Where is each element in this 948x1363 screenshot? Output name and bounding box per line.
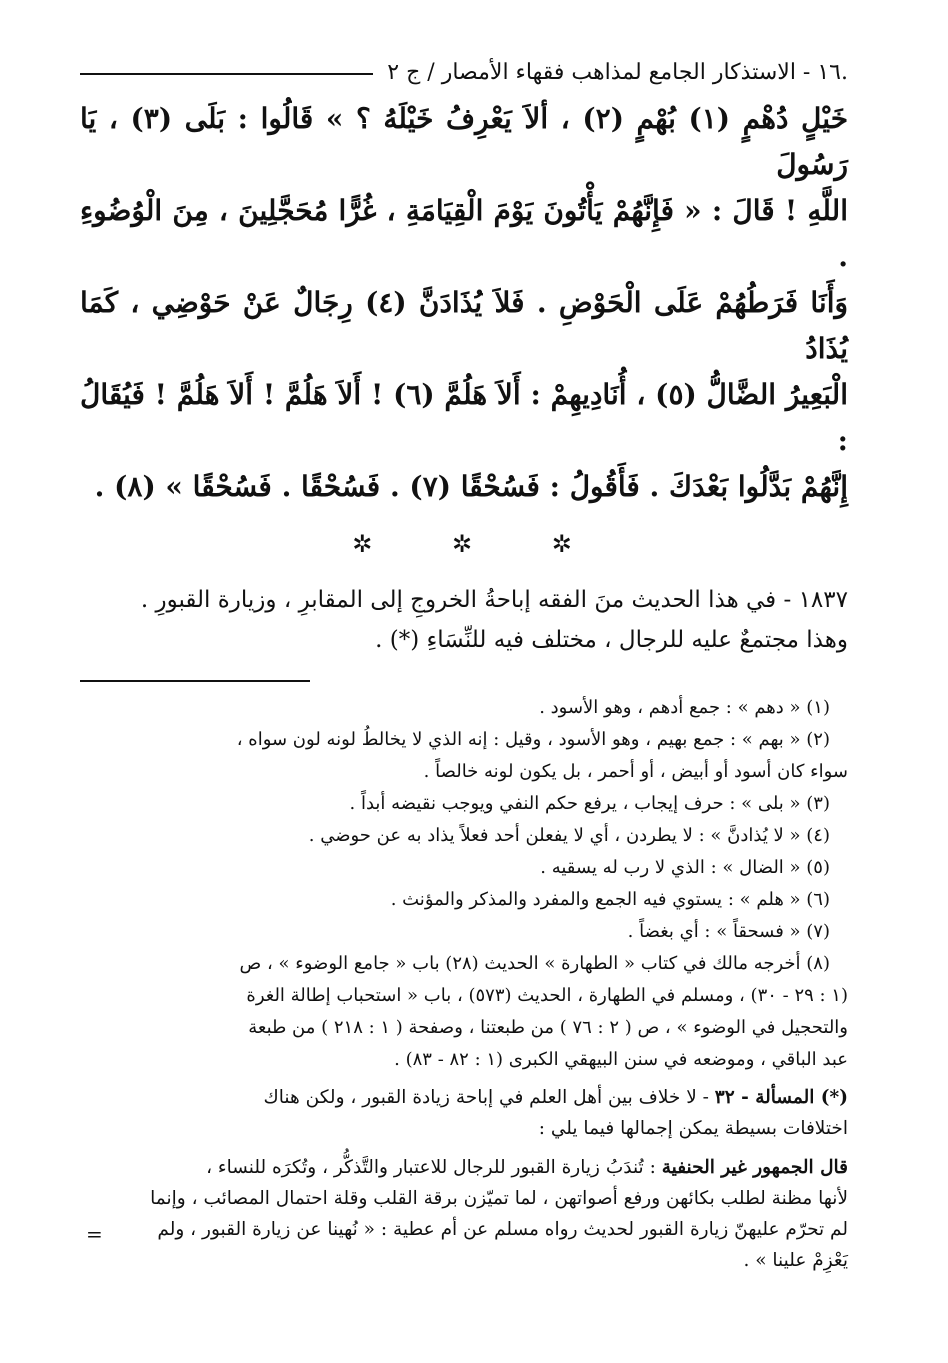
footnote-8-line: عبد الباقي ، وموضعه في سنن البيهقي الكبرى (١ : ٨٢ - ٨٣) . (394, 1049, 848, 1070)
header-rule (80, 73, 373, 75)
school-heading: قال الجمهور غير الحنفية (661, 1157, 848, 1178)
hadith-line: اللَّهِ ! قَالَ : « فَإِنَّهُمْ يَأْتُونَ يَوْمَ الْقِيَامَةِ ، غُرًّا مُحَجَّلِينَ ، مِنَ الْوُضُوءِ . (80, 194, 848, 273)
footnote-8-line: والتحجيل في الوضوء » ، ص ( ٢ : ٧٦ ) من طبعتنا ، وصفحة ( ١ : ٢١٨ ) من طبعة (248, 1017, 848, 1038)
commentary-paragraph (80, 580, 848, 660)
footnote: (١) « دهم » : جمع أدهم ، وهو الأسود . (539, 697, 830, 718)
star-separator (80, 530, 848, 558)
hadith-line: خَيْلٍ دُهْمٍ (١) بُهْمٍ (٢) ، ألاَ يَعْرِفُ خَيْلَهُ ؟ » قَالُوا : بَلَى (٣) ، يَا رَسُولَ (80, 102, 849, 181)
issue-line (80, 1152, 848, 1183)
star-ornament-icon: ✲ (451, 530, 477, 558)
footnote: (٣) « بلى » : حرف إيجاب ، يرفع حكم النفي ويوجب نقيضه أبداً . (349, 793, 830, 814)
footnote-8: (٨) أخرجه مالك في كتاب « الطهارة » الحديث (٢٨) باب « جامع الوضوء » ، ص (239, 953, 830, 974)
commentary-line: وهذا مجتمعٌ عليه للرجال ، مختلف فيه للنِّسَاءِ (*) . (375, 627, 848, 653)
issue-line: يَعْزِمْ علينا » . (743, 1250, 848, 1271)
footnote: (٢) « بهم » : جمع بهيم ، وهو الأسود ، وقيل : إنه الذي لا يخالطُ لونه لون سواه ، (236, 729, 830, 750)
running-header (80, 52, 848, 92)
footnote: (٧) « فسحقاً » : أي بغضاً . (627, 921, 830, 942)
running-title: .١٦ - الاستذكار الجامع لمذاهب فقهاء الأمصار / ج ٢ (387, 59, 848, 85)
continuation-mark: = (86, 1222, 103, 1246)
footnote-8-line: (١ : ٢٩ - ٣٠) ، ومسلم في الطهارة ، الحديث (٥٧٣) ، باب « استحباب إطالة الغرة (246, 985, 848, 1006)
hadith-line: الْبَعِيرُ الضَّالُّ (٥) ، أُنَادِيهِمْ : أَلاَ هَلُمَّ (٦) ! أَلاَ هَلُمَّ ! أَلاَ هَلُمَّ ! فَيُقَالُ : (80, 378, 848, 457)
star-ornament-icon: ✲ (551, 530, 576, 558)
hadith-line: إِنَّهُمْ بَدَّلُوا بَعْدَكَ . فَأَقُولُ : فَسُحْقًا (٧) . فَسُحْقًا . فَسُحْقًا » (٨) . (94, 470, 848, 503)
issue-text: : تُندَبُ زيارة القبور للرجال للاعتبار والتَّذكُّر ، وتُكرَه للنساء ، (206, 1157, 662, 1178)
commentary-line: ١٨٣٧ - في هذا الحديث منَ الفقه إباحةُ الخروجِ إلى المقابرِ ، وزيارة القبورِ . (140, 587, 848, 613)
star-ornament-icon: ✲ (352, 530, 377, 558)
issue-heading: (*) المسألة - ٣٢ (714, 1087, 848, 1108)
issue-note (80, 1082, 848, 1276)
issue-line: اختلافات بسيطة يمكن إجمالها فيما يلي : (538, 1118, 848, 1139)
footnote-continuation: سواء كان أسود أو أبيض ، أو أحمر ، بل يكون لونه خالصاً . (423, 761, 848, 782)
footnote: (٦) « هلم » : يستوي فيه الجمع والمفرد والمذكر والمؤنث . (390, 889, 830, 910)
issue-line: لم تحرّم عليهنّ زيارة القبور لحديث رواه مسلم عن أم عطية : « نُهينا عن زيارة القبور ، ولم (157, 1219, 848, 1240)
hadith-line: وَأَنَا فَرَطُهُمْ عَلَى الْحَوْضِ . فَلاَ يُذَادَنَّ (٤) رِجَالٌ عَنْ حَوْضِي ، كَمَا يُذَادُ (80, 286, 848, 365)
issue-line (80, 1082, 848, 1113)
footnote: (٥) « الضال » : الذي لا رب له يسقيه . (540, 857, 830, 878)
issue-line: لأنها مظنة لطلب بكائهن ورفع أصواتهن ، لما تميّزن برقة القلب وقلة احتمال المصائب ، وإنما (150, 1188, 848, 1209)
issue-text: - لا خلاف بين أهل العلم في إباحة زيادة القبور ، ولكن هناك (263, 1087, 715, 1108)
footnotes (80, 692, 848, 1076)
hadith-text (80, 96, 848, 510)
footnote-rule (80, 680, 310, 682)
footnote: (٤) « لا يُذادنَّ » : لا يطردن ، أي لا يفعلن أحد فعلاً يذاد به عن حوضي . (308, 825, 830, 846)
